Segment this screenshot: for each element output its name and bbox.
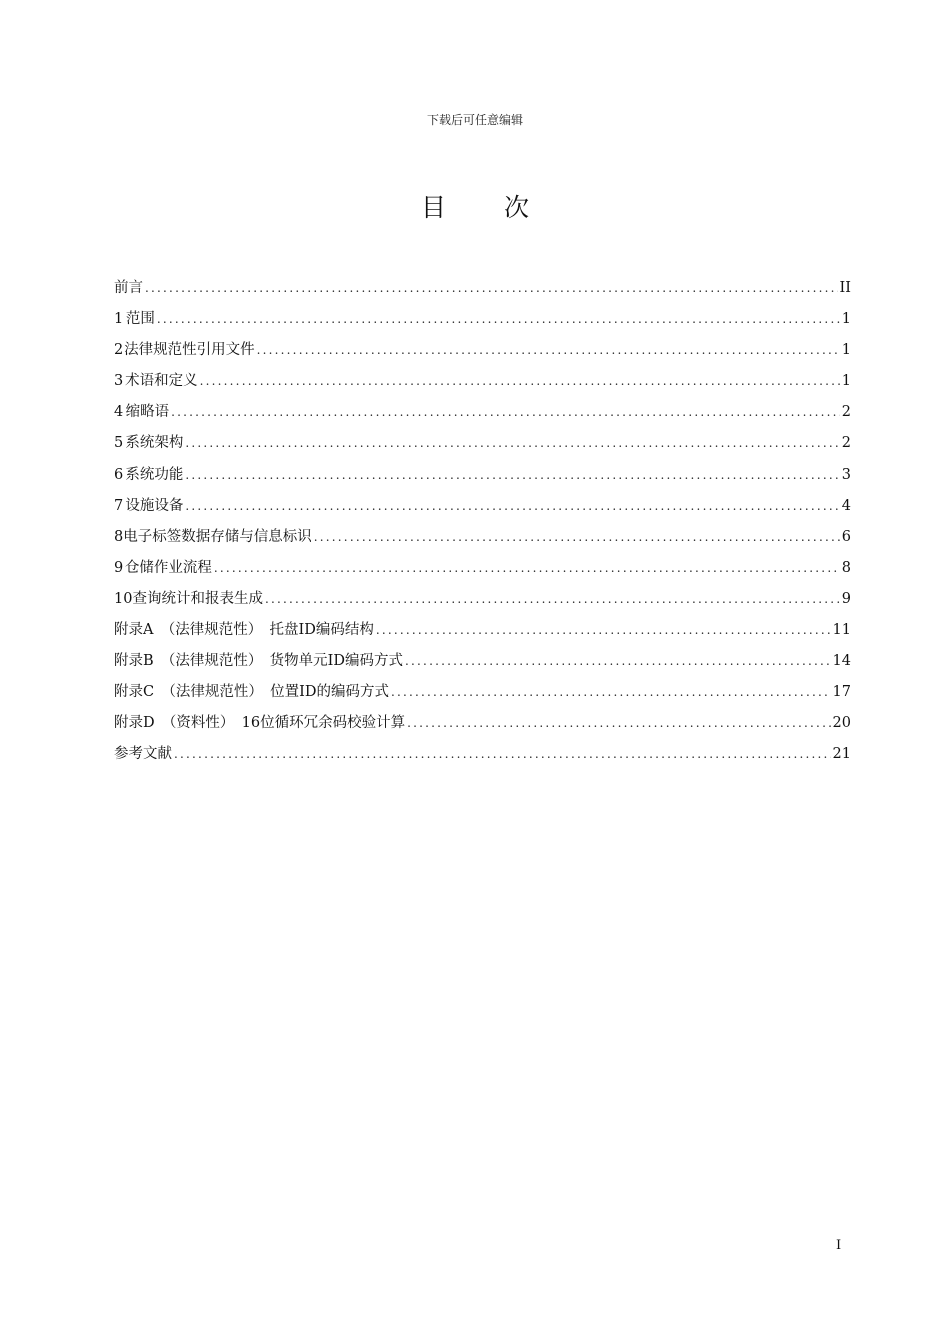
toc-entry-text: 系统功能 (125, 466, 184, 483)
toc-entry-number: 8 (114, 528, 124, 545)
toc-entry-page: 6 (841, 528, 851, 545)
toc-entry-text: 附录D （资料性） 16位循环冗余码校验计算 (114, 715, 406, 732)
toc-entry-text: 设施设备 (125, 497, 184, 514)
header-note: 下载后可任意编辑 (426, 113, 523, 127)
toc-leader (185, 436, 839, 450)
toc-entry-text: 前言 (114, 280, 143, 296)
toc-leader (185, 468, 839, 482)
toc-entry-text: 附录A （法律规范性） 托盘ID编码结构 (114, 622, 374, 639)
toc-entry-page: 8 (841, 559, 851, 576)
toc-leader (185, 499, 839, 513)
toc-entry-page: 14 (832, 653, 851, 670)
toc-leader (174, 747, 831, 761)
toc-entry-3[interactable] (114, 369, 851, 400)
toc-entry-appendix-d[interactable] (114, 711, 851, 742)
toc-entry-9[interactable] (114, 556, 851, 587)
toc-entry-page: 11 (832, 622, 851, 639)
toc-entry-appendix-c[interactable] (114, 680, 851, 711)
toc-entry-page: 4 (841, 497, 851, 514)
toc-entry-text: 系统架构 (125, 435, 184, 452)
page-title-left: 目 (420, 193, 446, 222)
toc-leader (407, 716, 830, 730)
toc-leader (200, 374, 840, 388)
toc-entry-text: 法律规范性引用文件 (124, 342, 255, 359)
toc-entry-number: 5 (114, 435, 124, 452)
toc-leader (391, 685, 831, 699)
toc-entry-number: 2 (114, 342, 124, 359)
toc-entry-text: 参考文献 (114, 746, 172, 763)
toc-entry-text: 范围 (125, 311, 155, 328)
toc-entry-number: 4 (114, 404, 124, 421)
toc-leader (376, 623, 831, 637)
toc-entry-page: 1 (841, 311, 851, 328)
toc-entry-5[interactable] (114, 431, 851, 462)
toc-entry-page: 3 (841, 466, 851, 483)
page-title-right: 次 (504, 193, 530, 222)
toc-leader (157, 312, 840, 326)
toc-entry-number: 10 (114, 590, 133, 607)
toc-entry-page: II (839, 280, 851, 296)
toc-entry-number: 1 (114, 311, 124, 328)
toc-entry-number: 3 (114, 373, 124, 390)
toc-leader (314, 530, 840, 544)
toc-entry-6[interactable] (114, 463, 851, 494)
toc-leader (405, 654, 831, 668)
toc-entry-page: 20 (832, 715, 851, 732)
toc-entry-text: 附录C （法律规范性） 位置ID的编码方式 (114, 684, 389, 701)
toc-entry-appendix-a[interactable] (114, 618, 851, 649)
toc-entry-page: 1 (841, 373, 851, 390)
toc-entry-2[interactable] (114, 338, 851, 369)
toc-entry-page: 9 (841, 590, 851, 607)
toc-entry-page: 1 (841, 342, 851, 359)
toc-entry-preface[interactable] (114, 276, 851, 307)
toc-leader (214, 561, 840, 575)
toc-entry-appendix-b[interactable] (114, 649, 851, 680)
toc-leader (145, 281, 838, 295)
toc-entry-number: 7 (114, 497, 124, 514)
page-number: I (836, 1238, 842, 1253)
toc-entry-10[interactable] (114, 587, 851, 618)
table-of-contents (114, 276, 851, 774)
toc-entry-7[interactable] (114, 494, 851, 525)
toc-entry-text: 附录B （法律规范性） 货物单元ID编码方式 (114, 653, 404, 670)
toc-entry-page: 21 (832, 746, 851, 763)
toc-entry-page: 2 (841, 404, 851, 421)
toc-entry-page: 2 (841, 435, 851, 452)
toc-entry-page: 17 (832, 684, 851, 701)
toc-entry-references[interactable] (114, 742, 851, 773)
toc-entry-text: 仓储作业流程 (124, 559, 212, 576)
toc-entry-number: 6 (114, 466, 124, 483)
toc-entry-4[interactable] (114, 400, 851, 431)
toc-entry-8[interactable] (114, 525, 851, 556)
page-title (0, 188, 950, 224)
toc-entry-text: 查询统计和报表生成 (132, 590, 263, 607)
toc-entry-number: 9 (114, 559, 124, 576)
toc-entry-text: 电子标签数据存储与信息标识 (123, 528, 312, 545)
toc-entry-text: 缩略语 (125, 404, 170, 421)
toc-leader (265, 592, 840, 606)
toc-entry-1[interactable] (114, 307, 851, 338)
toc-leader (171, 405, 840, 419)
toc-leader (257, 343, 840, 357)
toc-entry-text: 术语和定义 (125, 373, 198, 390)
